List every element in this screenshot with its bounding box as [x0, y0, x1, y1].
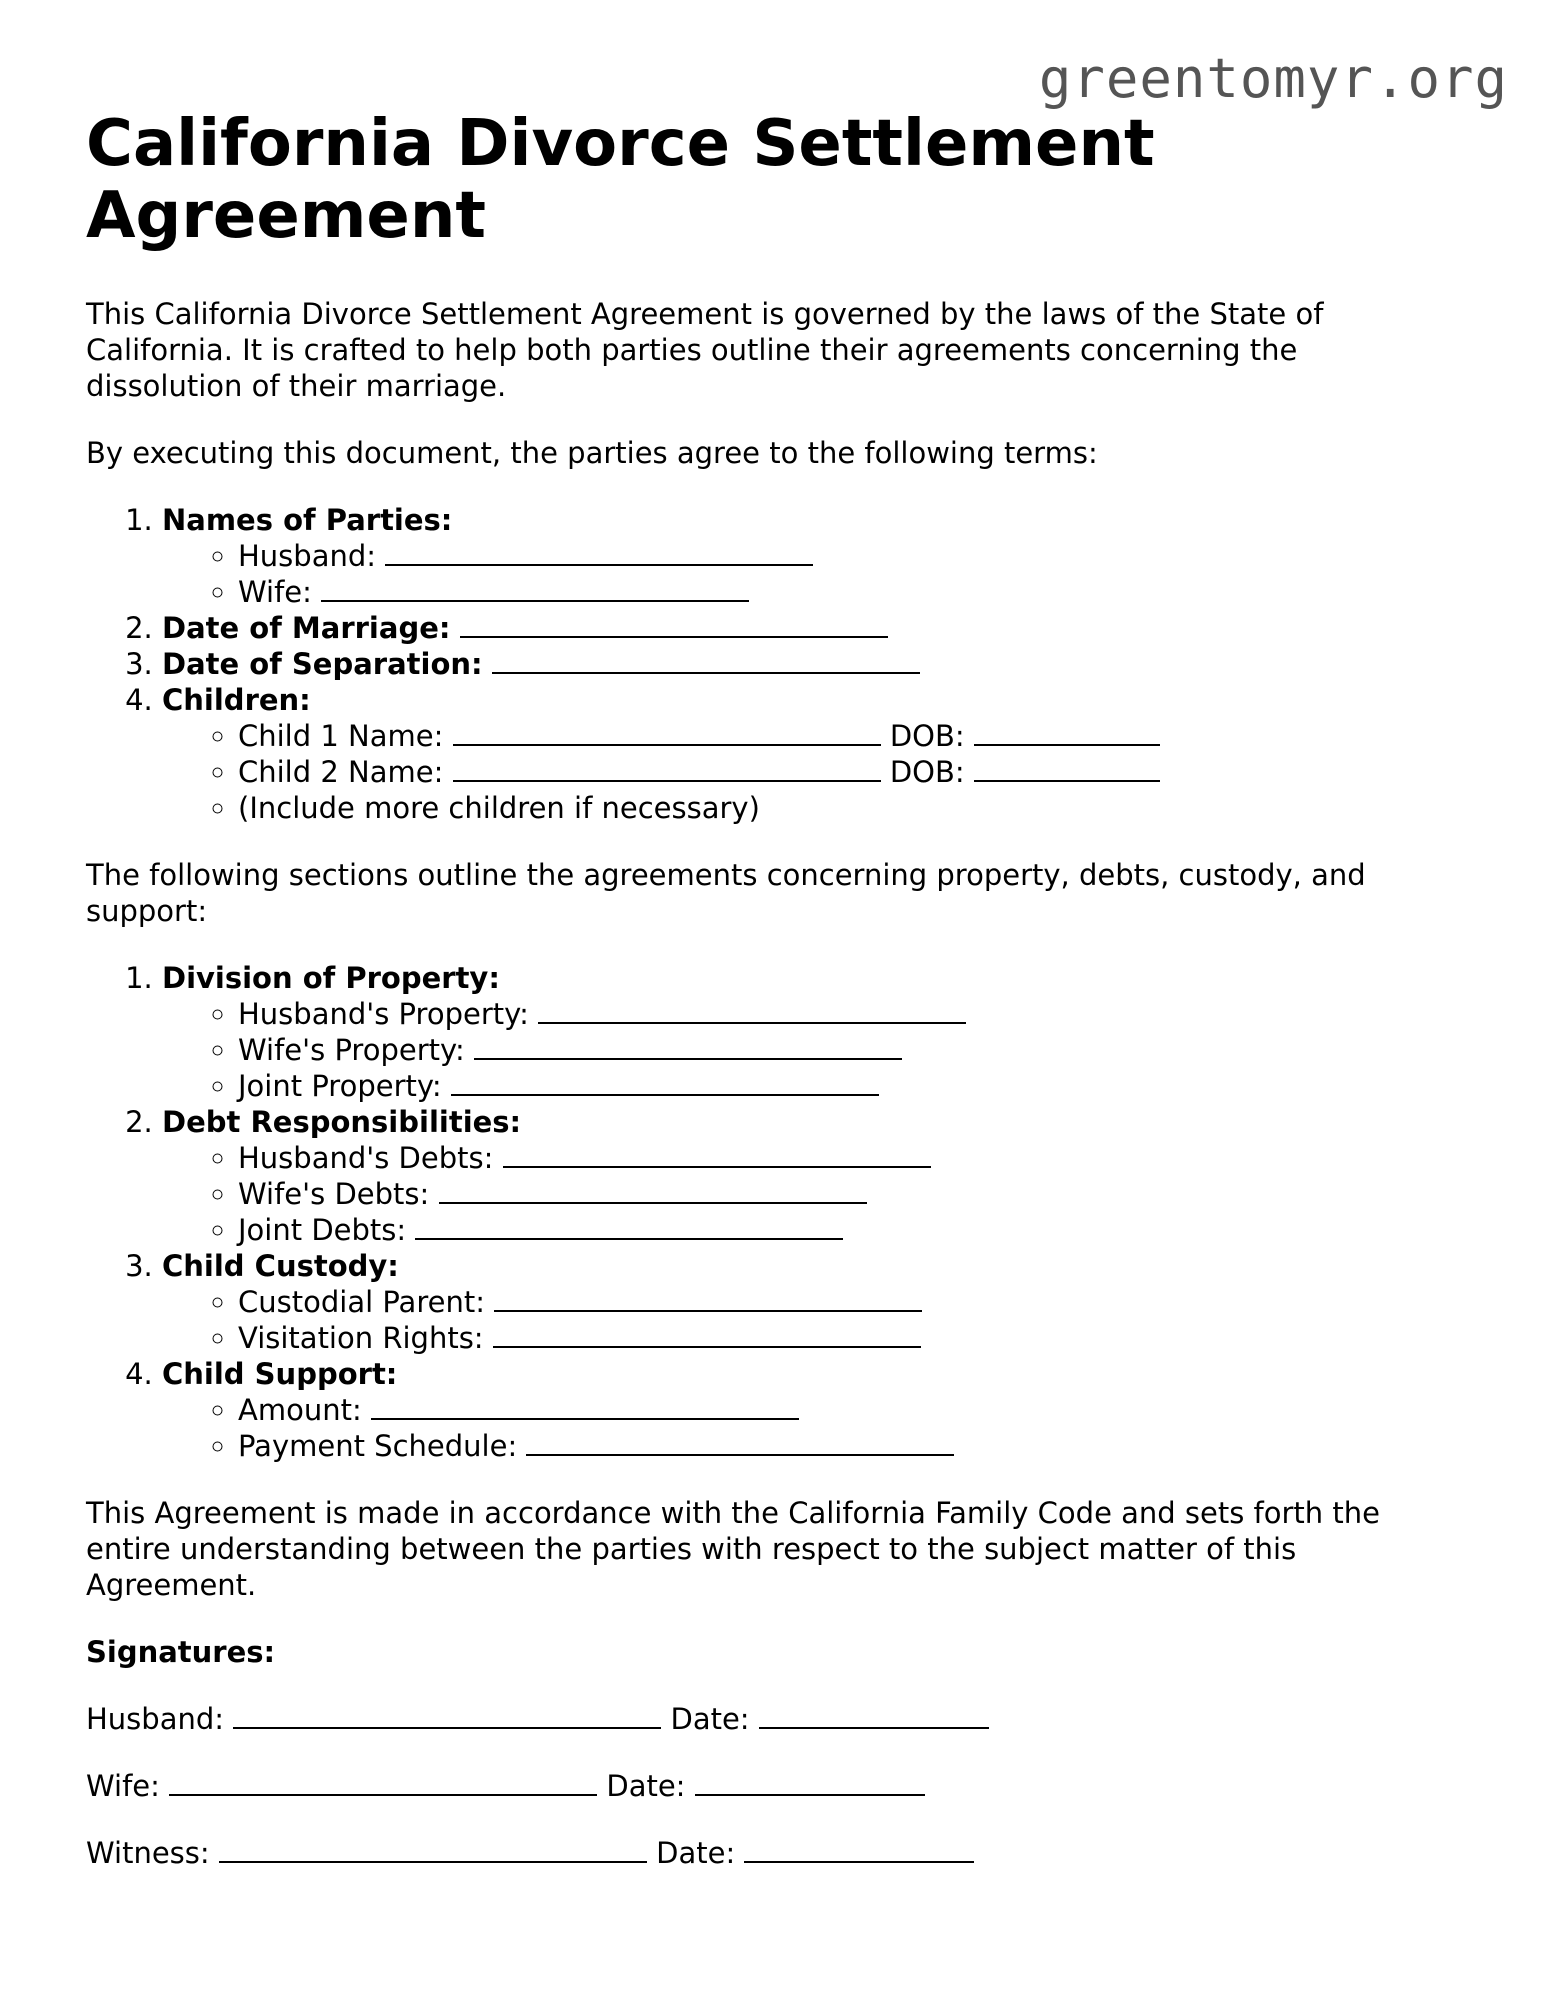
dob-label: DOB: [889, 719, 965, 753]
visitation-field[interactable] [493, 1322, 921, 1348]
property-heading: Division of Property: [162, 961, 500, 995]
schedule-label: Payment Schedule: [238, 1429, 518, 1463]
visitation-label: Visitation Rights: [238, 1321, 484, 1355]
page-title: California Divorce Settlement Agreement [86, 107, 1155, 253]
husband-name-field[interactable] [385, 540, 813, 566]
wife-debts-label: Wife's Debts: [238, 1177, 430, 1211]
joint-property-field[interactable] [451, 1070, 879, 1096]
list-item-debts [162, 1104, 1486, 1248]
wife-debts-field[interactable] [439, 1178, 867, 1204]
list-item-visitation [238, 1320, 1486, 1356]
husband-debts-field[interactable] [503, 1142, 931, 1168]
signature-wife-date-field[interactable] [695, 1770, 925, 1796]
signature-witness-date-field[interactable] [744, 1837, 974, 1863]
custodial-parent-field[interactable] [494, 1286, 922, 1312]
signature-row-witness [86, 1835, 1486, 1871]
signatures-heading: Signatures: [86, 1635, 276, 1669]
executing-paragraph: By executing this document, the parties agree to the following terms: [86, 436, 1098, 470]
child1-label: Child 1 Name: [238, 719, 444, 753]
children-sublist [162, 718, 1486, 826]
list-item-husband [238, 538, 1486, 574]
list-item-amount [238, 1392, 1486, 1428]
dob-label: DOB: [889, 755, 965, 789]
wife-label: Wife: [238, 575, 312, 609]
list-item-children [162, 682, 1486, 826]
list-item-child2 [238, 754, 1486, 790]
intro-paragraph: This California Divorce Settlement Agreement is governed by the laws of the State of California. It is crafted to help both parties outline their agreements concerning the dissolution of their marriage. [86, 297, 1324, 403]
following-paragraph: The following sections outline the agreements concerning property, debts, custody, and support: [86, 858, 1366, 928]
support-heading: Child Support: [162, 1357, 398, 1391]
list-item-wife-debts [238, 1176, 1486, 1212]
wife-property-field[interactable] [474, 1034, 902, 1060]
signature-witness-label: Witness: [86, 1836, 210, 1870]
signature-husband-field[interactable] [233, 1703, 661, 1729]
date-separation-label: Date of Separation: [162, 647, 483, 681]
amount-field[interactable] [371, 1394, 799, 1420]
signature-row-husband [86, 1701, 1486, 1737]
names-sublist [162, 538, 1486, 610]
signature-wife-label: Wife: [86, 1769, 160, 1803]
schedule-field[interactable] [526, 1430, 954, 1456]
child2-name-field[interactable] [453, 756, 881, 782]
property-sublist [162, 996, 1486, 1104]
party-details-list [86, 502, 1486, 826]
custodial-parent-label: Custodial Parent: [238, 1285, 485, 1319]
date-marriage-field[interactable] [460, 612, 888, 638]
signature-husband-label: Husband: [86, 1702, 225, 1736]
child1-dob-field[interactable] [974, 720, 1160, 746]
date-marriage-label: Date of Marriage: [162, 611, 451, 645]
list-item-more-children: ◦ (Include more children if necessary) [238, 790, 1486, 826]
custody-sublist [162, 1284, 1486, 1356]
names-heading: Names of Parties: [162, 503, 453, 537]
joint-debts-label: Joint Debts: [238, 1213, 407, 1247]
list-item-support [162, 1356, 1486, 1464]
support-sublist [162, 1392, 1486, 1464]
document-page [86, 108, 1486, 1902]
amount-label: Amount: [238, 1393, 362, 1427]
date-label: Date: [606, 1769, 686, 1803]
debts-sublist [162, 1140, 1486, 1248]
date-label: Date: [656, 1836, 736, 1870]
joint-property-label: Joint Property: [238, 1069, 442, 1103]
list-item-husband-property [238, 996, 1486, 1032]
list-item-joint-property [238, 1068, 1486, 1104]
watermark: greentomyr.org [1038, 47, 1508, 110]
list-item-schedule [238, 1428, 1486, 1464]
list-item-property [162, 960, 1486, 1104]
list-item-date-separation [162, 646, 1486, 682]
list-item-joint-debts [238, 1212, 1486, 1248]
children-heading: Children: [162, 683, 311, 717]
list-item-custodial-parent [238, 1284, 1486, 1320]
list-item-custody [162, 1248, 1486, 1356]
signature-witness-field[interactable] [219, 1837, 647, 1863]
list-item-names [162, 502, 1486, 610]
closing-paragraph: This Agreement is made in accordance with the California Family Code and sets forth the entire understanding between the parties with respect to the subject matter of this Agreement. [86, 1496, 1380, 1602]
husband-label: Husband: [238, 539, 377, 573]
list-item-date-marriage [162, 610, 1486, 646]
custody-heading: Child Custody: [162, 1249, 399, 1283]
signature-husband-date-field[interactable] [759, 1703, 989, 1729]
wife-name-field[interactable] [321, 576, 749, 602]
wife-property-label: Wife's Property: [238, 1033, 465, 1067]
agreements-list [86, 960, 1486, 1464]
husband-property-label: Husband's Property: [238, 997, 529, 1031]
list-item-child1 [238, 718, 1486, 754]
list-item-husband-debts [238, 1140, 1486, 1176]
list-item-wife [238, 574, 1486, 610]
child2-label: Child 2 Name: [238, 755, 444, 789]
husband-property-field[interactable] [538, 998, 966, 1024]
list-item-wife-property [238, 1032, 1486, 1068]
debt-heading: Debt Responsibilities: [162, 1105, 522, 1139]
child2-dob-field[interactable] [974, 756, 1160, 782]
signature-row-wife [86, 1768, 1486, 1804]
date-label: Date: [670, 1702, 750, 1736]
husband-debts-label: Husband's Debts: [238, 1141, 494, 1175]
signature-wife-field[interactable] [169, 1770, 597, 1796]
joint-debts-field[interactable] [415, 1214, 843, 1240]
child1-name-field[interactable] [453, 720, 881, 746]
date-separation-field[interactable] [492, 648, 920, 674]
